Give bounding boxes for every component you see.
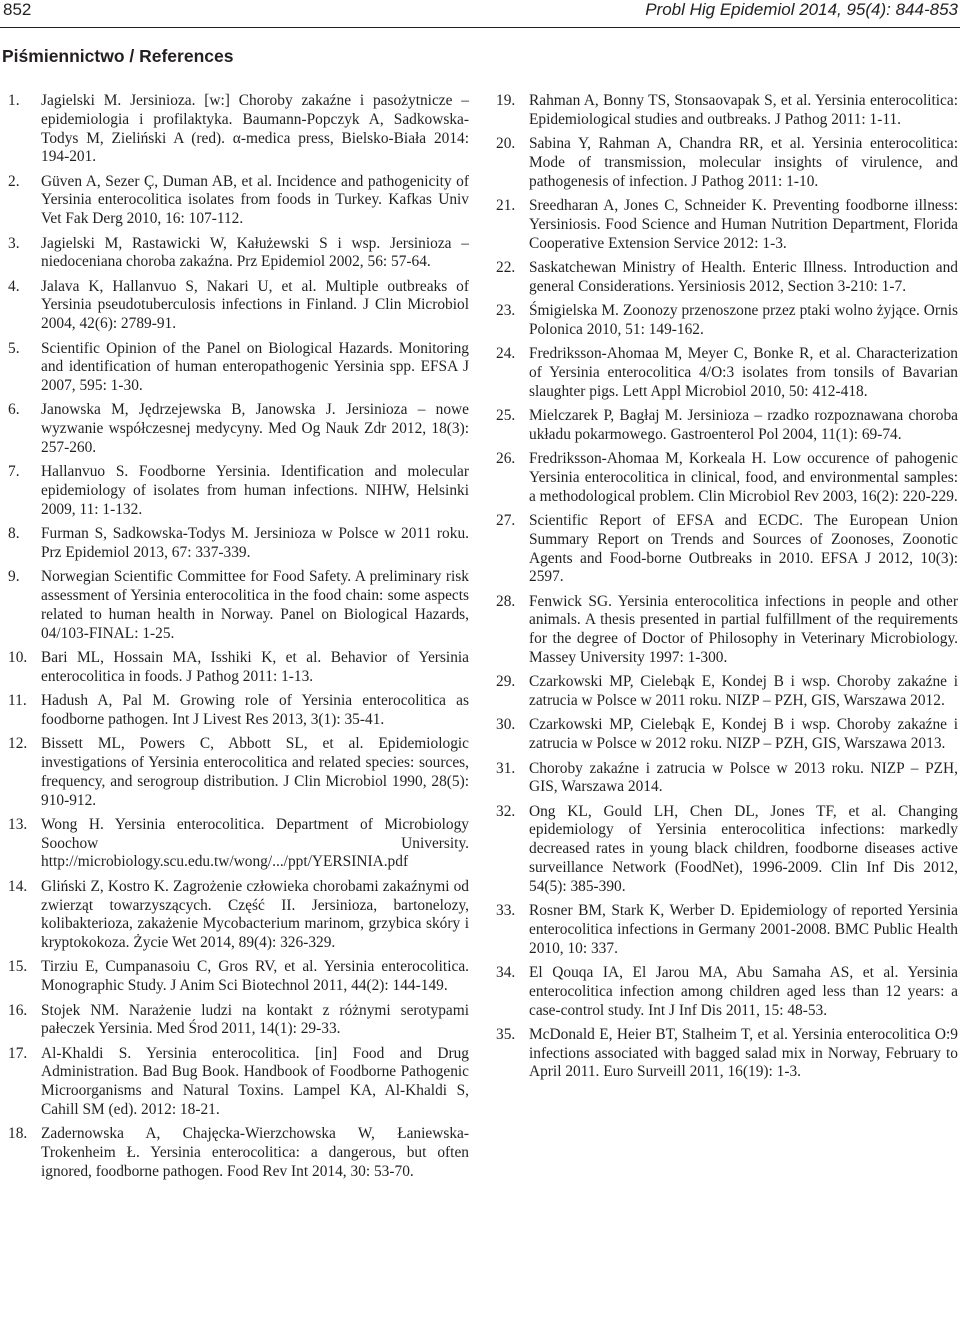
reference-number: 7. <box>8 463 20 481</box>
header-rule <box>0 27 960 28</box>
reference-number: 14. <box>8 877 28 895</box>
reference-number: 23. <box>496 301 516 319</box>
reference-text: Mielczarek P, Bagłaj M. Jersinioza – rzadko rozpoznawana choroba układu pokarmowego. Gastroenterol Pol 2004, 11(1): 69-74. <box>529 406 958 443</box>
reference-item <box>8 1125 469 1181</box>
page-number: 852 <box>3 0 32 19</box>
reference-text: Czarkowski MP, Cielebąk E, Kondej B i wsp. Choroby zakaźne i zatrucia w Polsce w 2012 roku. NIZP – PZH, GIS, Warszawa 2013. <box>529 716 958 753</box>
reference-number: 20. <box>496 135 516 153</box>
reference-number: 4. <box>8 277 20 295</box>
reference-text: Bissett ML, Powers C, Abbott SL, et al. Epidemiologic investigations of Yersinia enterocolitica and related species: sources, frequency, and serogroup distribution. J Clin Microbiol 1990, 28(5): 910-912. <box>41 735 469 809</box>
reference-text: Norwegian Scientific Committee for Food Safety. A preliminary risk assessment of Yersinia enterocolitica in the food chain: some aspects related to human health in Norway. Panel on Biological Hazards, 04/103-FINAL: 1-25. <box>41 568 469 642</box>
reference-item <box>8 92 469 167</box>
reference-text: Jalava K, Hallanvuo S, Nakari U, et al. Multiple outbreaks of Yersinia pseudotuberculosis infections in Finland. J Clin Microbiol 2004, 42(6): 2789-91. <box>41 277 469 333</box>
reference-item <box>496 92 958 130</box>
reference-number: 16. <box>8 1001 28 1019</box>
reference-text: Choroby zakaźne i zatrucia w Polsce w 2013 roku. NIZP – PZH, GIS, Warszawa 2014. <box>529 759 958 796</box>
reference-number: 9. <box>8 568 20 586</box>
reference-text: Zadernowska A, Chajęcka-Wierzchowska W, Łaniewska-Trokenheim Ł. Yersinia enterocolitica: a dangerous, but often ignored, foodborne pathogen. Food Rev Int 2014, 30: 53-70. <box>41 1125 469 1180</box>
reference-text: Jagielski M, Rastawicki W, Kałużewski S i wsp. Jersinioza – niedoceniana choroba zakaźna. Prz Epidemiol 2002, 56: 57-64. <box>41 234 469 271</box>
reference-item <box>8 401 469 457</box>
reference-item <box>8 525 469 563</box>
reference-item <box>496 803 958 897</box>
reference-number: 28. <box>496 592 516 610</box>
reference-number: 11. <box>8 692 27 710</box>
reference-text: Güven A, Sezer Ç, Duman AB, et al. Incidence and pathogenicity of Yersinia enterocolitica isolates from foods in Turkey. Kafkas Univ Vet Fak Derg 2010, 16: 107-112. <box>41 172 469 228</box>
reference-item <box>8 735 469 810</box>
page-header <box>0 0 960 24</box>
reference-text: Scientific Opinion of the Panel on Biological Hazards. Monitoring and identification of human enteropathogenic Yersinia spp. EFSA J 2007, 595: 1-30. <box>41 339 469 395</box>
reference-item <box>8 568 469 643</box>
reference-item <box>496 716 958 754</box>
reference-number: 30. <box>496 716 516 734</box>
references-heading: Piśmiennictwo / References <box>2 46 234 66</box>
reference-text: Scientific Report of EFSA and ECDC. The European Union Summary Report on Trends and Sources of Zoonoses, Zoonotic Agents and Food-borne Outbreaks in 2010. EFSA J 2012, 10(3): 2597. <box>529 511 958 586</box>
reference-item <box>8 235 469 273</box>
reference-item <box>496 673 958 711</box>
reference-number: 12. <box>8 735 28 753</box>
reference-number: 18. <box>8 1125 28 1143</box>
reference-text: Hadush A, Pal M. Growing role of Yersinia enterocolitica as foodborne pathogen. Int J Livest Res 2013, 3(1): 35-41. <box>41 692 469 728</box>
reference-item <box>8 649 469 687</box>
reference-item <box>496 760 958 798</box>
reference-number: 24. <box>496 345 516 363</box>
reference-number: 25. <box>496 406 516 424</box>
reference-item <box>8 340 469 396</box>
references-column-right <box>496 92 958 1088</box>
reference-item <box>8 173 469 229</box>
reference-text: Jagielski M. Jersinioza. [w:] Choroby zakaźne i pasożytnicze – epidemiologia i profilaktyka. Baumann-Popczyk A, Sadkowska-Todys M, Zieliński A (red). α-medica press, Bielsko-Biała 2014: 194-201. <box>41 92 469 166</box>
reference-number: 27. <box>496 511 516 529</box>
reference-number: 31. <box>496 759 516 777</box>
reference-text: Śmigielska M. Zoonozy przenoszone przez ptaki wolno żyjące. Ornis Polonica 2010, 51: 149-162. <box>529 301 958 338</box>
reference-item <box>496 593 958 668</box>
reference-text: Rahman A, Bonny TS, Stonsaovapak S, et al. Yersinia enterocolitica: Epidemiological studies and outbreaks. J Pathog 2011: 1-11. <box>529 92 958 128</box>
reference-number: 19. <box>496 92 516 109</box>
reference-item <box>496 407 958 445</box>
reference-text: Ong KL, Gould LH, Chen DL, Jones TF, et al. Changing epidemiology of Yersinia enterocolitica infections: markedly decreased rates in young black children, foodborne diseases active surveillance Network (FoodNet), 1996-2009. Clin Inf Dis 2012, 54(5): 385-390. <box>529 802 958 895</box>
reference-number: 6. <box>8 401 20 419</box>
reference-text: Gliński Z, Kostro K. Zagrożenie człowieka chorobami zakaźnymi od zwierząt towarzyszących. Część II. Jersinioza, bartonelozy, kolibakterioza, zakażenie Mycobacterium marinom, grzybica skóry i kryptokokoza. Życie Wet 2014, 89(4): 326-329. <box>41 877 469 952</box>
reference-text: Bari ML, Hossain MA, Isshiki K, et al. Behavior of Yersinia enterocolitica in foods. J Pathog 2011: 1-13. <box>41 649 469 685</box>
reference-item <box>8 1002 469 1040</box>
reference-number: 35. <box>496 1025 516 1043</box>
reference-item <box>496 302 958 340</box>
reference-text: Fredriksson-Ahomaa M, Meyer C, Bonke R, et al. Characterization of Yersinia enterocolitica 4/O:3 isolates from tonsils of Bavarian slaughter pigs. Lett Appl Microbiol 2010, 50: 412-418. <box>529 345 958 400</box>
reference-number: 33. <box>496 902 516 920</box>
reference-item <box>496 345 958 401</box>
reference-text: Tirziu E, Cumpanasoiu C, Gros RV, et al. Yersinia enterocolitica. Monographic Study. J Anim Sci Biotechnol 2011, 44(2): 144-149. <box>41 958 469 995</box>
reference-text: Furman S, Sadkowska-Todys M. Jersinioza w Polsce w 2011 roku. Prz Epidemiol 2013, 67: 337-339. <box>41 525 469 562</box>
reference-text: Sreedharan A, Jones C, Schneider K. Preventing foodborne illness: Yersiniosis. Food Science and Human Nutrition Department, Florida Cooperative Extension Service 2012: 1-3. <box>529 196 958 252</box>
reference-item <box>8 878 469 953</box>
journal-citation: Probl Hig Epidemiol 2014, 95(4): 844-853 <box>645 0 958 19</box>
reference-item <box>8 958 469 996</box>
reference-text: Wong H. Yersinia enterocolitica. Department of Microbiology Soochow University. http://microbiology.scu.edu.tw/wong/.../ppt/YERSINIA.pdf <box>41 815 469 871</box>
reference-item <box>496 197 958 253</box>
reference-number: 3. <box>8 234 20 252</box>
reference-item <box>496 450 958 506</box>
reference-text: Janowska M, Jędrzejewska B, Janowska J. Jersinioza – nowe wyzwanie współczesnej medycyny. Med Og Nauk Zdr 2012, 18(3): 257-260. <box>41 401 469 457</box>
reference-number: 13. <box>8 815 28 833</box>
reference-item <box>8 278 469 334</box>
reference-number: 29. <box>496 673 516 691</box>
reference-item <box>496 135 958 191</box>
reference-number: 8. <box>8 525 20 543</box>
reference-item <box>496 902 958 958</box>
reference-text: McDonald E, Heier BT, Stalheim T, et al. Yersinia enterocolitica O:9 infections associated with bagged salad mix in Norway, February to April 2011. Euro Surveill 2011, 16(19): 1-3. <box>529 1025 958 1081</box>
reference-number: 5. <box>8 339 20 357</box>
reference-number: 10. <box>8 649 28 667</box>
reference-text: El Qouqa IA, El Jarou MA, Abu Samaha AS, et al. Yersinia enterocolitica infection among children aged less than 12 years: a case-control study. Int J Inf Dis 2011, 15: 48-53. <box>529 963 958 1019</box>
references-column-left <box>8 92 469 1187</box>
reference-item <box>496 964 958 1020</box>
reference-number: 1. <box>8 92 20 109</box>
reference-number: 32. <box>496 802 516 820</box>
reference-item <box>8 816 469 872</box>
reference-item <box>8 1045 469 1120</box>
reference-item <box>496 259 958 297</box>
reference-text: Stojek NM. Narażenie ludzi na kontakt z różnymi serotypami pałeczek Yersinia. Med Środ 2011, 14(1): 29-33. <box>41 1001 469 1038</box>
reference-number: 34. <box>496 963 516 981</box>
reference-text: Hallanvuo S. Foodborne Yersinia. Identification and molecular epidemiology of isolates from human infections. NIHW, Helsinki 2009, 11: 1-132. <box>41 463 469 518</box>
reference-text: Fenwick SG. Yersinia enterocolitica infections in people and other animals. A thesis presented in partial fulfillment of the requirements for the degree of Doctor of Philosophy in Veterinary Microbiology. Massey University 1997: 1-300. <box>529 592 958 667</box>
reference-text: Al-Khaldi S. Yersinia enterocolitica. [in] Food and Drug Administration. Bad Bug Book. Handbook of Foodborne Pathogenic Microorganisms and Natural Toxins. Lampel KA, Al-Khaldi S, Cahill SM (ed). 2012: 18-21. <box>41 1044 469 1119</box>
reference-item <box>496 512 958 587</box>
reference-text: Rosner BM, Stark K, Werber D. Epidemiology of reported Yersinia enterocolitica infections in Germany 2001-2008. BMC Public Health 2010, 10: 337. <box>529 902 958 957</box>
reference-item <box>8 692 469 730</box>
reference-number: 26. <box>496 450 516 468</box>
reference-item <box>496 1026 958 1082</box>
reference-number: 17. <box>8 1044 28 1062</box>
reference-number: 22. <box>496 258 516 276</box>
reference-text: Sabina Y, Rahman A, Chandra RR, et al. Yersinia enterocolitica: Mode of transmission, molecular insights of virulence, and pathogenesis of infection. J Pathog 2011: 1-10. <box>529 135 958 190</box>
reference-number: 15. <box>8 958 28 976</box>
reference-item <box>8 463 469 519</box>
reference-text: Czarkowski MP, Cielebąk E, Kondej B i wsp. Choroby zakaźne i zatrucia w Polsce w 2011 roku. NIZP – PZH, GIS, Warszawa 2012. <box>529 673 958 710</box>
reference-text: Fredriksson-Ahomaa M, Korkeala H. Low occurence of pahogenic Yersinia enterocolitica in clinical, food, and environmental samples: a methodological problem. Clin Microbiol Rev 2003, 16(2): 220-229. <box>529 450 958 505</box>
reference-number: 21. <box>496 196 516 214</box>
reference-text: Saskatchewan Ministry of Health. Enteric Illness. Introduction and general Considerations. Yersiniosis 2012, Section 3-210: 1-7. <box>529 258 958 295</box>
reference-number: 2. <box>8 172 20 190</box>
